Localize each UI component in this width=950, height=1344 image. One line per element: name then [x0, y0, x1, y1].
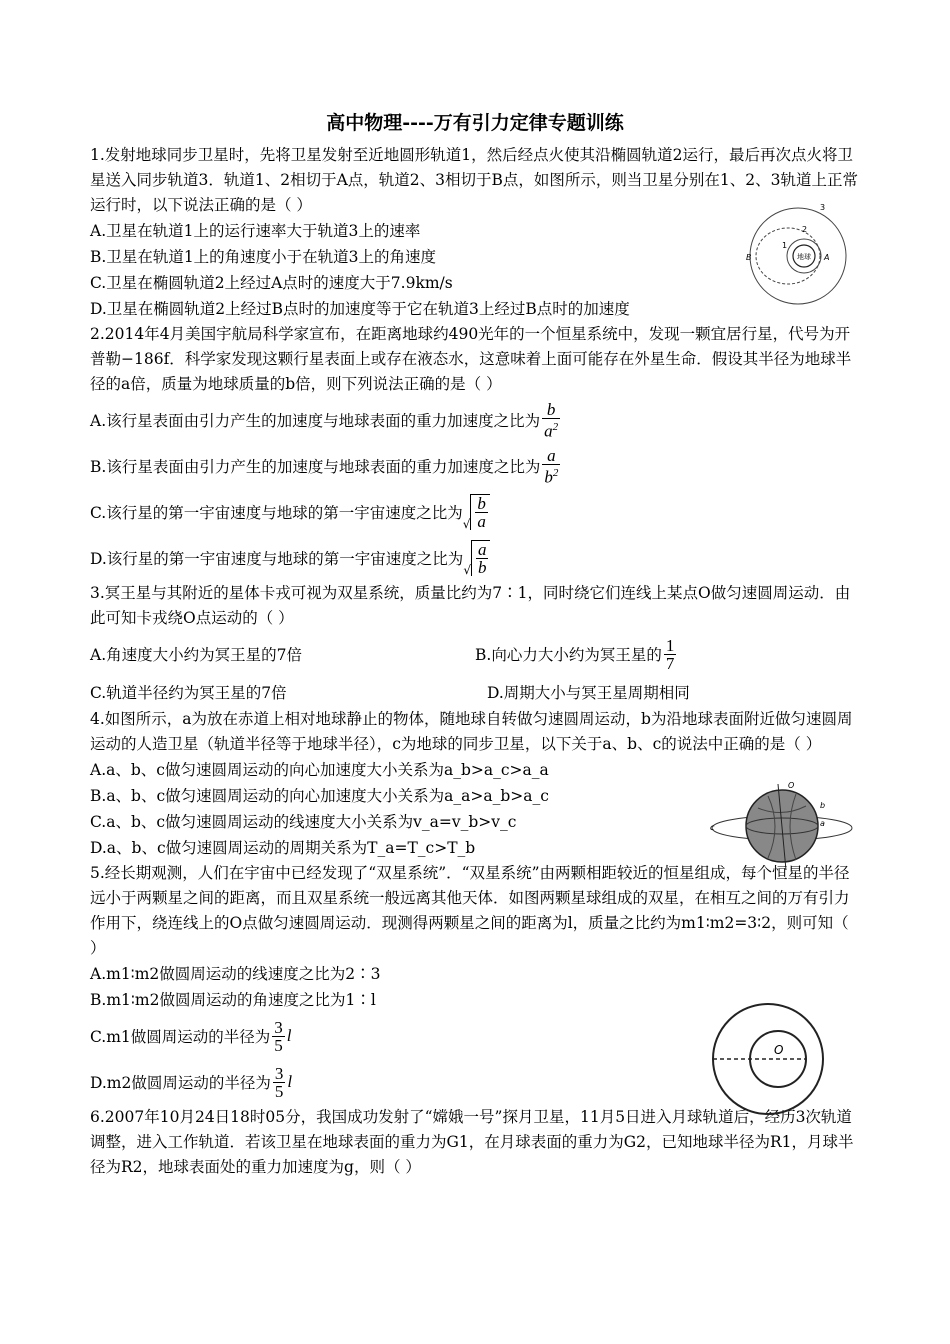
point-a-label: A [824, 253, 830, 262]
q2-option-d [90, 535, 860, 581]
q1-option-a: A.卫星在轨道1上的运行速率大于轨道3上的速率 [90, 222, 421, 240]
orbit-3-label: 3 [820, 203, 826, 212]
point-b-label: B [746, 253, 752, 262]
q2-b-denominator: b [544, 467, 553, 487]
q2-option-b [90, 443, 860, 489]
q5-c-denominator: 5 [274, 1035, 283, 1055]
orbit-2-label: 2 [802, 225, 808, 234]
q1-stem: 1.发射地球同步卫星时，先将卫星发射至近地圆形轨道1，然后经点火使其沿椭圆轨道2运行，最后再次点火将卫星送入同步轨道3．轨道1、2相切于A点，轨道2、3相切于B点，如图所示，则当卫星分别在1、2、3轨道上正常运行时，以下说法正确的是（ ） [90, 146, 858, 214]
q5-option-a: A.m1∶m2做圆周运动的线速度之比为2∶3 [90, 965, 381, 983]
q3-option-c: C.轨道半径约为冥王星的7倍 [90, 684, 287, 702]
q4-option-c: C.a、b、c做匀速圆周运动的线速度大小关系为v_a=v_b>v_c [90, 813, 517, 831]
q3-option-b [475, 637, 860, 672]
fig-o-label: O [788, 781, 795, 790]
fig-a-label: a [820, 819, 825, 828]
q1-orbit-figure [742, 198, 854, 310]
q5-option-c-text: C.m1做圆周运动的半径为 [90, 1028, 271, 1046]
q4-globe-figure [708, 778, 856, 874]
q5-option-d-text: D.m2做圆周运动的半径为 [90, 1074, 271, 1092]
orbit-1-label: 1 [782, 241, 788, 250]
q3-option-b-text: B.向心力大小约为冥王星的 [475, 646, 662, 664]
q2-c-sqrt: √ $\frac{b}{a}$ [463, 494, 490, 530]
q5-c-fraction [272, 1019, 285, 1054]
earth-label: 地球 [797, 253, 811, 261]
q3-b-denominator: 7 [665, 653, 675, 673]
q2-option-a-text: A.该行星表面由引力产生的加速度与地球表面的重力加速度之比为 [90, 412, 541, 430]
q3-stem: 3.冥王星与其附近的星体卡戎可视为双星系统，质量比约为7∶1，同时绕它们连线上某点O做匀速圆周运动．由此可知卡戎绕O点运动的（ ） [90, 584, 851, 627]
q2-a-denominator: a [544, 421, 553, 441]
q5-d-denominator: 5 [274, 1081, 284, 1101]
q5-d-numerator: 3 [274, 1063, 284, 1083]
q5-option-b: B.m1∶m2做圆周运动的角速度之比为1∶l [90, 991, 376, 1009]
q5-c-numerator: 3 [274, 1017, 283, 1037]
q4-stem: 4.如图所示，a为放在赤道上相对地球静止的物体，随地球自转做匀速圆周运动，b为沿地球表面附近做匀速圆周运动的人造卫星（轨道半径等于地球半径），c为地球的同步卫星，以下关于a、b、c的说法中正确的是（ ） [90, 710, 853, 753]
q1-option-d: D.卫星在椭圆轨道2上经过B点时的加速度等于它在轨道3上经过B点时的加速度 [90, 300, 630, 318]
q1-option-b: B.卫星在轨道1上的角速度小于在轨道3上的角速度 [90, 248, 437, 266]
q5-double-star-figure [708, 1002, 828, 1122]
q5-c-l: l [286, 1026, 292, 1045]
q4-option-d: D.a、b、c做匀速圆周运动的周期关系为T_a=T_c>T_b [90, 839, 476, 857]
q5-d-fraction [273, 1065, 286, 1100]
center-o-label: O [774, 1043, 784, 1057]
fig-c-label: c [710, 823, 715, 832]
q1-option-c: C.卫星在椭圆轨道2上经过A点时的速度大于7.9km/s [90, 274, 453, 292]
fig-b-label: b [820, 801, 826, 810]
q2-option-c-text: C.该行星的第一宇宙速度与地球的第一宇宙速度之比为 [90, 504, 463, 522]
q2-option-a-fraction [542, 401, 560, 440]
q2-stem: 2.2014年4月美国宇航局科学家宣布，在距离地球约490光年的一个恒星系统中，发现一颗宜居行星，代号为开普勒−186f．科学家发现这颗行星表面上或存在液态水，这意味着上面可能存在外星生命．假设其半径为地球半径的a倍，质量为地球质量的b倍，则下列说法正确的是（ ） [90, 325, 852, 393]
q3-b-fraction [664, 637, 677, 672]
q2-b-numerator: a [542, 447, 560, 465]
q3-option-d: D.周期大小与冥王星周期相同 [487, 684, 690, 702]
q2-option-b-fraction: $\frac{a}{b^2}$ [544, 445, 559, 487]
q5-stem: 5.经长期观测，人们在宇宙中已经发现了“双星系统”．“双星系统”由两颗相距较近的恒星组成，每个恒星的半径远小于两颗星之间的距离，而且双星系统一般远离其他天体．如图两颗星球组成的双星，在相互之间的万有引力作用下，绕连线上的O点做匀速圆周运动．现测得两颗星之间的距离为l，质量之比约为m1∶m2=3∶2，则可知（ ） [90, 864, 850, 957]
q2-option-c [90, 489, 860, 535]
page-title: 高中物理----万有引力定律专题训练 [326, 112, 624, 134]
q6-stem: 6.2007年10月24日18时05分，我国成功发射了“嫦娥一号”探月卫星，11月5日进入月球轨道后，经历3次轨道调整，进入工作轨道．若该卫星在地球表面的重力为G1，在月球表面的重力为G2，已知地球半径为R1，月球半径为R2，地球表面处的重力加速度为g，则（ ） [90, 1108, 854, 1176]
q2-option-d-text: D.该行星的第一宇宙速度与地球的第一宇宙速度之比为 [90, 550, 464, 568]
q2-option-a [90, 397, 860, 443]
q4-option-b: B.a、b、c做匀速圆周运动的向心加速度大小关系为a_a>a_b>a_c [90, 787, 549, 805]
q3-option-a: A.角速度大小约为冥王星的7倍 [90, 646, 302, 664]
q2-d-sqrt: √ $\frac{a}{b}$ [463, 540, 490, 576]
q2-option-b-text: B.该行星表面由引力产生的加速度与地球表面的重力加速度之比为 [90, 458, 541, 476]
q2-a-numerator: b [542, 401, 560, 419]
q2-a-exponent: 2 [552, 420, 559, 433]
q4-option-a: A.a、b、c做匀速圆周运动的向心加速度大小关系为a_b>a_c>a_a [90, 761, 549, 779]
q5-d-l: l [287, 1072, 293, 1091]
q3-b-numerator: 1 [665, 635, 675, 655]
